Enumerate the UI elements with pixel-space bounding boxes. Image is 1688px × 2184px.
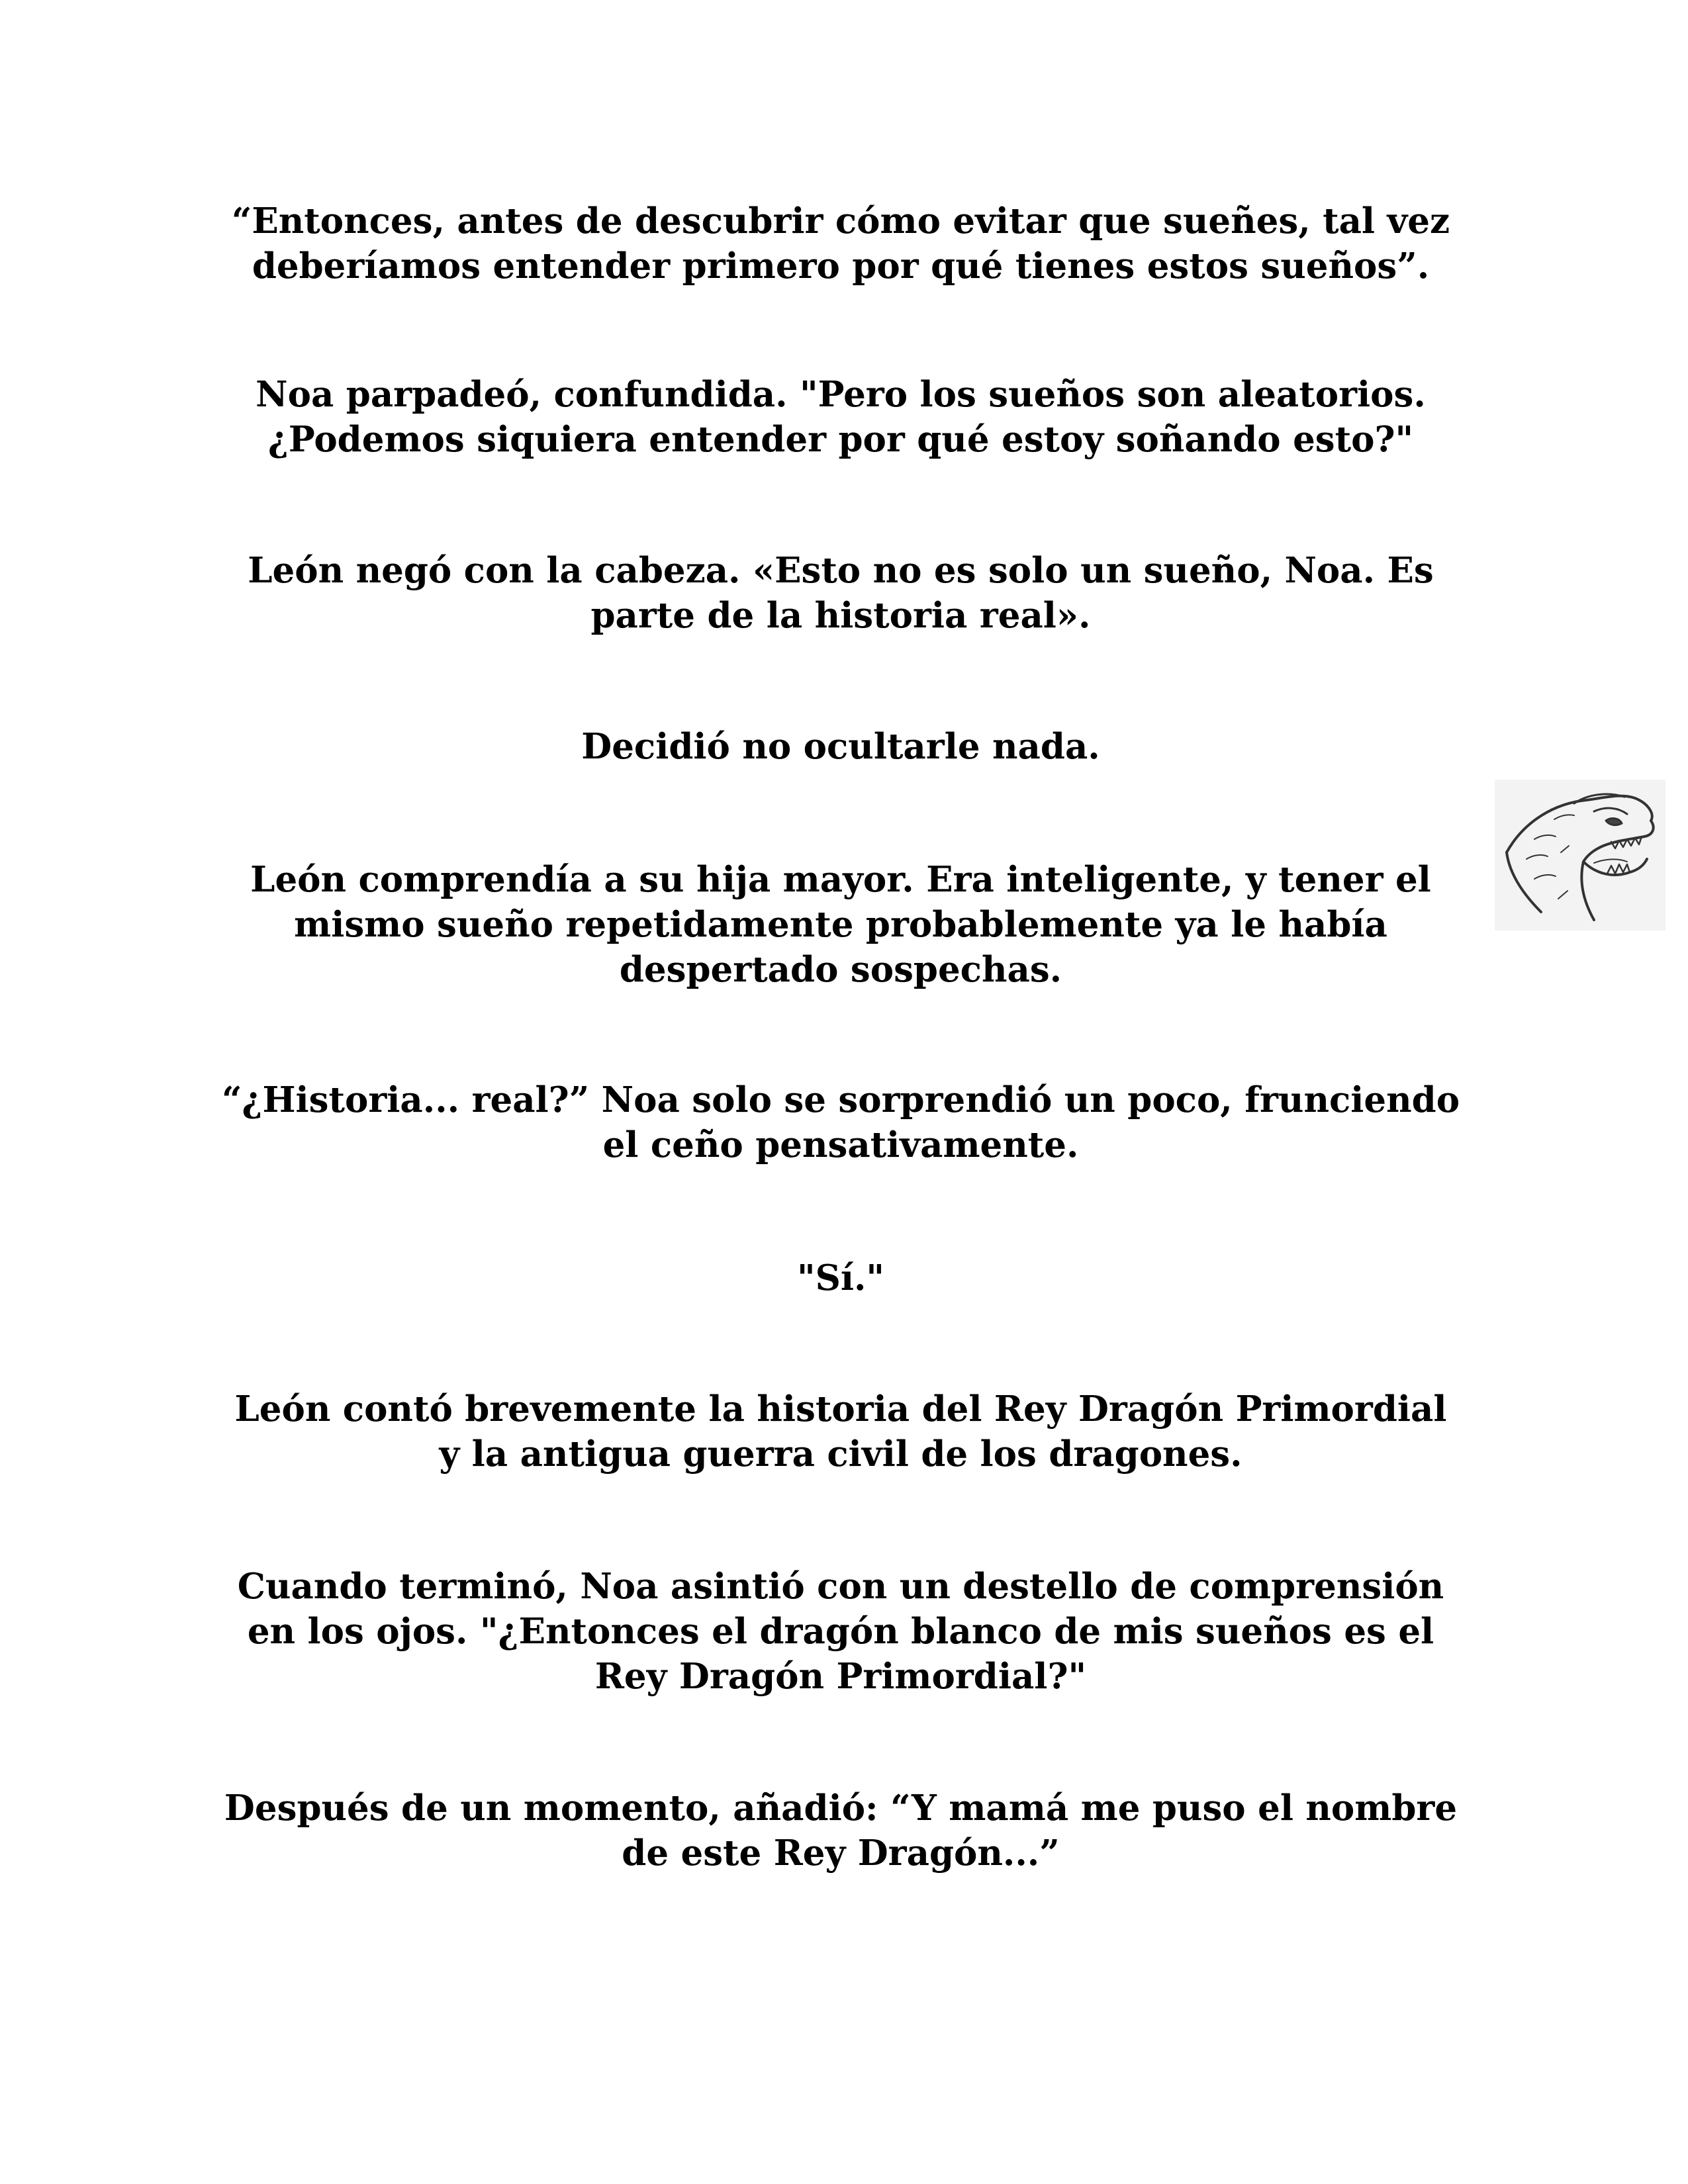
paragraph-line: en los ojos. "¿Entonces el dragón blanco de mis sueños es el	[247, 1611, 1434, 1652]
paragraph-3	[218, 548, 1463, 638]
paragraph-line: León contó brevemente la historia del Rey Dragón Primordial	[234, 1388, 1447, 1430]
paragraph-line: parte de la historia real».	[590, 595, 1091, 636]
paragraph-line: despertado sospechas.	[619, 949, 1062, 990]
paragraph-line: y la antigua guerra civil de los dragones.	[439, 1433, 1243, 1475]
paragraph-line: “Entonces, antes de descubrir cómo evitar que sueñes, tal vez	[231, 201, 1450, 242]
paragraph-line: “¿Historia... real?” Noa solo se sorprendió un poco, frunciendo	[221, 1079, 1460, 1120]
paragraph-line: deberíamos entender primero por qué tienes estos sueños”.	[252, 246, 1430, 287]
paragraph-8	[218, 1387, 1463, 1477]
paragraph-line: Después de un momento, añadió: “Y mamá me puso el nombre	[224, 1788, 1458, 1829]
paragraph-1	[218, 199, 1463, 289]
paragraph-2	[218, 372, 1463, 462]
paragraph-10	[218, 1786, 1463, 1876]
paragraph-5	[218, 857, 1463, 992]
paragraph-line: León comprendía a su hija mayor. Era inteligente, y tener el	[250, 859, 1431, 900]
paragraph-7	[218, 1255, 1463, 1300]
paragraph-9	[218, 1564, 1463, 1699]
paragraph-line: ¿Podemos siquiera entender por qué estoy soñando esto?"	[267, 419, 1414, 460]
paragraph-line: de este Rey Dragón...”	[622, 1833, 1060, 1874]
paragraph-line: León negó con la cabeza. «Esto no es solo un sueño, Noa. Es	[248, 550, 1434, 591]
paragraph-line: "Sí."	[796, 1257, 885, 1298]
paragraph-line: mismo sueño repetidamente probablemente ya le había	[294, 904, 1387, 945]
dragon-head-sketch-icon	[1495, 780, 1665, 931]
paragraph-line: el ceño pensativamente.	[602, 1124, 1079, 1165]
paragraph-4	[218, 724, 1463, 769]
paragraph-line: Cuando terminó, Noa asintió con un destello de comprensión	[237, 1566, 1444, 1607]
paragraph-line: Noa parpadeó, confundida. "Pero los sueños son aleatorios.	[256, 374, 1426, 415]
paragraph-line: Decidió no ocultarle nada.	[581, 726, 1100, 767]
paragraph-6	[218, 1077, 1463, 1167]
paragraph-line: Rey Dragón Primordial?"	[594, 1656, 1087, 1697]
